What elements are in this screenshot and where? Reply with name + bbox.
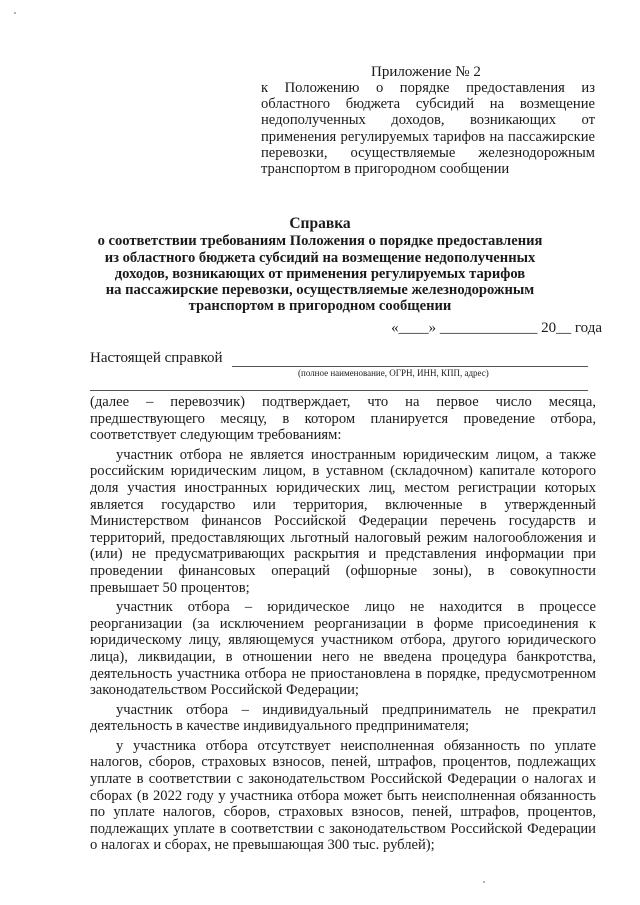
- title-line: из областного бюджета субсидий на возмещение недополученных: [104, 249, 536, 266]
- scan-speck: [483, 881, 485, 883]
- title-line: на пассажирские перевозки, осуществляемые железнодорожным: [105, 282, 535, 299]
- paragraph: у участника отбора отсутствует неисполненная обязанность по уплате налогов, сборов, страховых взносов, пеней, штрафов, процентов, подлежащих уплате в соответствии с законодательством Российской Федерации о налогах и сборах (в 2022 году у участника отбора может быть неисполненная обязанность по уплате налогов, сборов, страховых взносов, пеней, штрафов, процентов, подлежащих уплате в соответствии с законодательством Российской Федерации о налогах и сборах, не превышающая 300 тыс. рублей);: [90, 737, 596, 854]
- title-line: Справка: [289, 215, 351, 232]
- title-line: доходов, возникающих от применения регулируемых тарифов: [114, 265, 526, 282]
- document-title: [60, 216, 580, 315]
- paragraph: участник отбора – индивидуальный предприниматель не прекратил деятельность в качестве индивидуального предпринимателя;: [90, 701, 596, 735]
- title-line: транспортом в пригородном сообщении: [188, 298, 452, 315]
- title-line: о соответствии требованиям Положения о порядке предоставления: [97, 233, 543, 250]
- entity-name-underline-2: [90, 390, 588, 391]
- appendix-title: Приложение № 2: [371, 64, 481, 80]
- body-text: [90, 394, 596, 854]
- date-field: «____» _____________ 20__ года: [391, 320, 602, 336]
- paragraph: (далее – перевозчик) подтверждает, что на первое число месяца, предшествующего месяцу, в котором планируется проведение отбора, соответствует следующим требованиям:: [90, 394, 596, 444]
- reference-prefix: Настоящей справкой: [90, 350, 223, 366]
- entity-name-underline: [232, 366, 588, 367]
- appendix-reference: к Положению о порядке предоставления из областного бюджета субсидий на возмещение недополученных доходов, возникающих от применения регулируемых тарифов на пассажирские перевозки, осуществляемые железнодорожным транспортом в пригородном сообщении: [261, 80, 595, 178]
- scan-speck: [14, 12, 16, 14]
- entity-name-caption: (полное наименование, ОГРН, ИНН, КПП, адрес): [298, 368, 489, 378]
- paragraph: участник отбора не является иностранным юридическим лицом, а также российским юридическим лицом, в уставном (складочном) капитале которого доля участия иностранных юридических лиц, местом регистрации которых является государство или территория, включенные в утвержденный Министерством финансов Российской Федерации перечень государств и территорий, предоставляющих льготный налоговый режим налогообложения и (или) не предусматривающих раскрытия и представления информации при проведении финансовых операций (офшорные зоны), в совокупности превышает 50 процентов;: [90, 446, 596, 596]
- paragraph: участник отбора – юридическое лицо не находится в процессе реорганизации (за исключением реорганизации в форме присоединения к юридическому лицу, являющемуся участником отбора, другого юридического лица), ликвидации, в отношении него не введена процедура банкротства, деятельность участника отбора не приостановлена в порядке, предусмотренном законодательством Российской Федерации;: [90, 599, 596, 699]
